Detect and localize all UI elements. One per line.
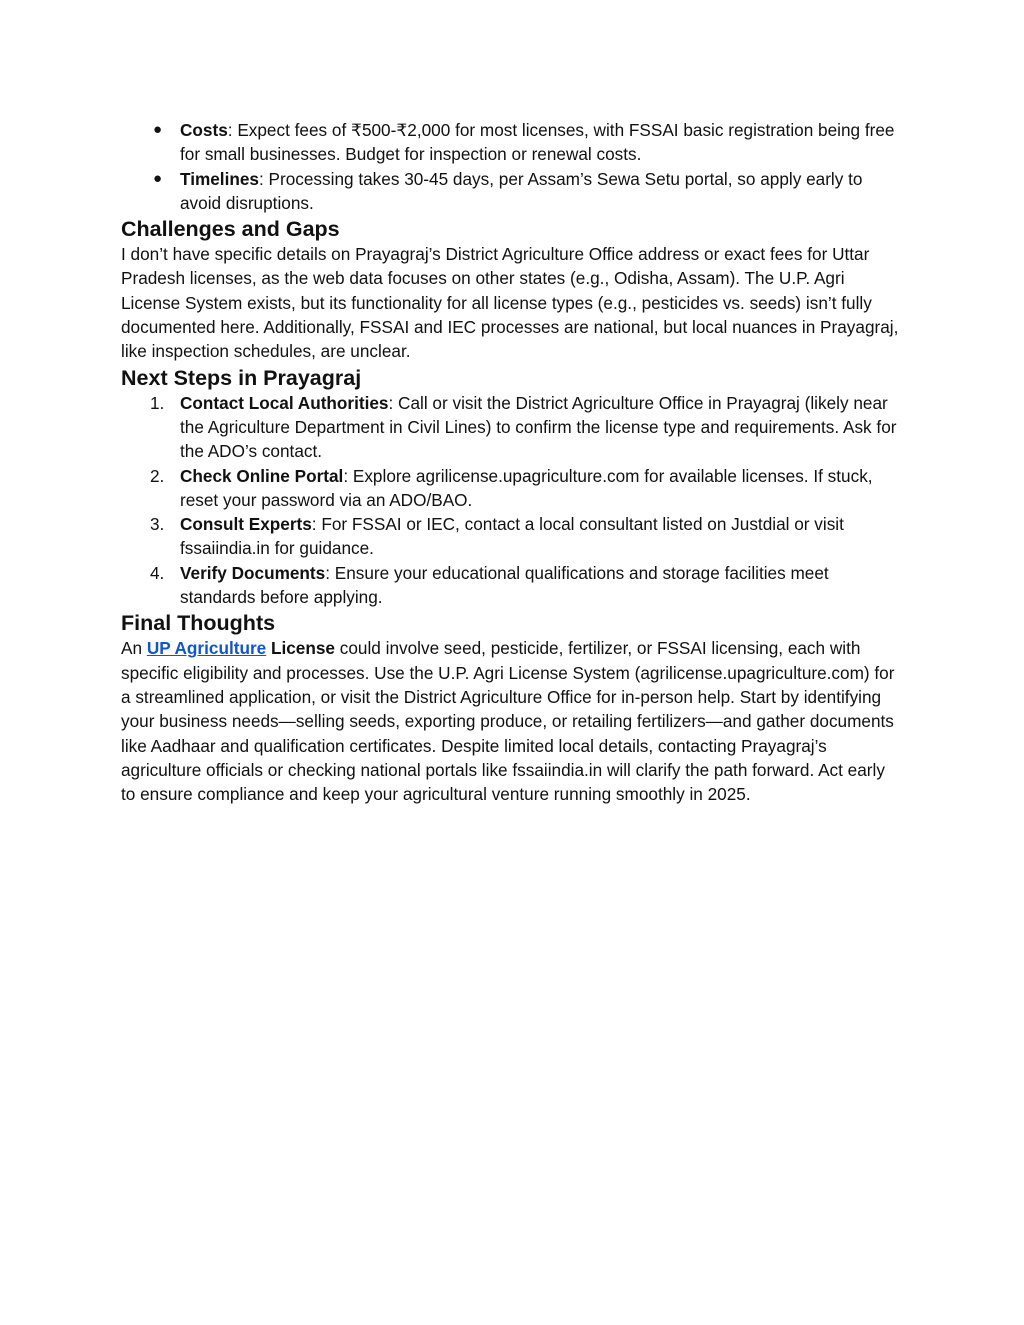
list-item bbox=[121, 118, 903, 167]
step-text: : For FSSAI or IEC, contact a local consultant listed on Justdial or visit fssaiindia.in for guidance. bbox=[180, 514, 844, 559]
step-number: 3. bbox=[150, 514, 165, 535]
intro-bullet-list bbox=[121, 118, 903, 215]
step-number: 1. bbox=[150, 392, 165, 413]
step-term: Contact Local Authorities bbox=[180, 392, 389, 413]
list-item bbox=[121, 391, 903, 464]
final-thoughts-heading: Final Thoughts bbox=[121, 611, 276, 636]
step-number: 4. bbox=[150, 562, 165, 583]
challenges-heading: Challenges and Gaps bbox=[121, 217, 340, 242]
step-term: Check Online Portal bbox=[180, 465, 344, 486]
step-term: Consult Experts bbox=[180, 514, 312, 535]
bullet-icon: ● bbox=[153, 169, 163, 187]
step-text: : Ensure your educational qualifications and storage facilities meet standards before applying. bbox=[180, 562, 829, 608]
list-item bbox=[121, 561, 903, 610]
list-item bbox=[121, 464, 903, 513]
next-steps-list bbox=[121, 391, 903, 610]
document-page bbox=[121, 118, 903, 806]
final-body: could involve seed, pesticide, fertilizer, or FSSAI licensing, each with specific eligibility and processes. Use the U.P. Agri License System (agrilicense.upagriculture.com) for a streamlined application, or visit the District Agriculture Office for in-person help. Start by identifying your business needs—selling seeds, exporting produce, or retailing fertilizers—and gather documents like Aadhaar and qualification certificates. Despite limited local details, contacting Prayagraj’s agriculture officials or checking national portals like fssaiindia.in will clarify the path forward. Act early to ensure compliance and keep your agricultural venture running smoothly in 2025. bbox=[121, 638, 895, 805]
final-bold-license: License bbox=[266, 638, 335, 659]
challenges-paragraph: I don’t have specific details on Prayagraj’s District Agriculture Office address or exact fees for Uttar Pradesh licenses, as the web data focuses on other states (e.g., Odisha, Assam). The U.P. Agri License System exists, but its functionality for all license types (e.g., pesticides vs. seeds) isn’t fully documented here. Additionally, FSSAI and IEC processes are national, but local nuances in Prayagraj, like inspection schedules, are unclear. bbox=[121, 244, 899, 362]
step-text: : Call or visit the District Agriculture Office in Prayagraj (likely near the Agriculture Department in Civil Lines) to confirm the license type and requirements. Ask for the ADO’s contact. bbox=[180, 392, 897, 462]
bullet-text: : Processing takes 30-45 days, per Assam’s Sewa Setu portal, so apply early to avoid disruptions. bbox=[180, 168, 863, 213]
bullet-term: Timelines bbox=[180, 168, 259, 189]
list-item bbox=[121, 167, 903, 216]
final-prefix: An bbox=[121, 638, 147, 659]
up-agriculture-link[interactable]: UP Agriculture bbox=[146, 638, 267, 659]
bullet-text: : Expect fees of ₹500-₹2,000 for most licenses, with FSSAI basic registration being free for small businesses. Budget for inspection or renewal costs. bbox=[180, 120, 895, 165]
bullet-term: Costs bbox=[180, 120, 228, 140]
next-steps-heading: Next Steps in Prayagraj bbox=[121, 365, 362, 390]
step-text: : Explore agrilicense.upagriculture.com for available licenses. If stuck, reset your password via an ADO/BAO. bbox=[180, 465, 873, 510]
bullet-icon: ● bbox=[153, 121, 163, 138]
final-thoughts-paragraph bbox=[121, 636, 903, 806]
step-term: Verify Documents bbox=[180, 562, 326, 583]
step-number: 2. bbox=[150, 465, 165, 486]
list-item bbox=[121, 512, 903, 561]
